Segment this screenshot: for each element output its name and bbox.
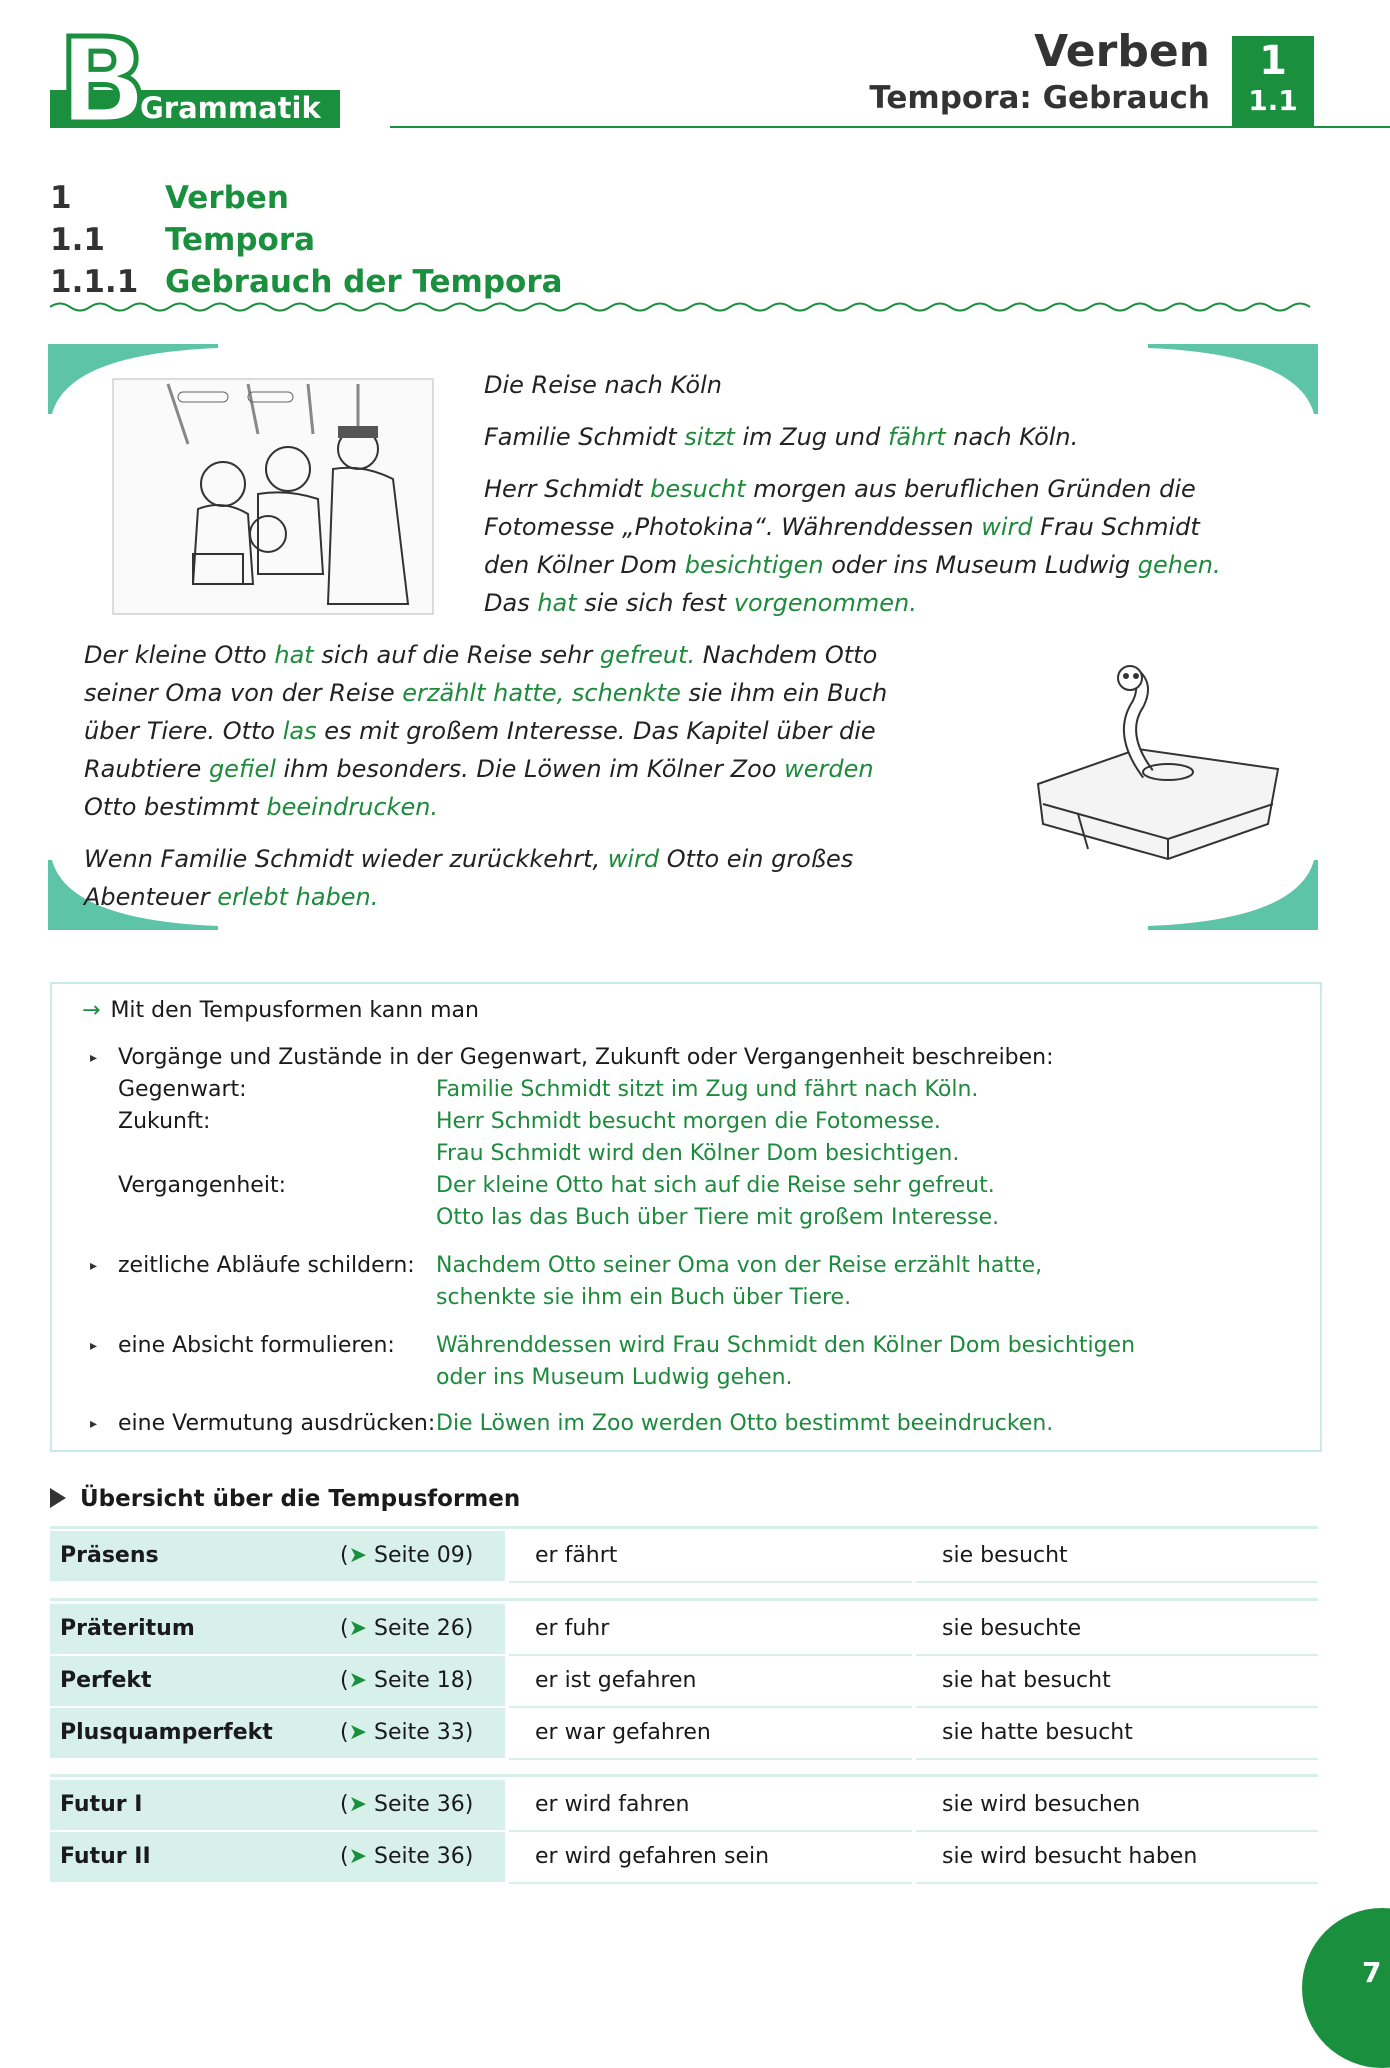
wavy-divider bbox=[50, 300, 1318, 314]
arrow-icon: ➤ bbox=[348, 1792, 368, 1817]
heading-1-1: 1.1 Tempora bbox=[50, 222, 316, 258]
page-title: Verben bbox=[1034, 26, 1210, 77]
train-family-illustration bbox=[108, 374, 438, 624]
chapter-number: 1 bbox=[1259, 38, 1287, 84]
table-row: Futur I (➤ Seite 36) er wird fahren sie wird besuchen bbox=[50, 1780, 1318, 1830]
corner-top-right bbox=[1138, 344, 1318, 424]
story-paragraph-3: Der kleine Otto hat sich auf die Reise sehr gefreut. Nachdem Otto seiner Oma von der Reise erzählt hatte, schenkte sie ihm ein Buch über Tiere. Otto las es mit großem Interesse. Das Kapitel über die Raubtiere gefiel ihm besonders. Die Löwen im Kölner Zoo werden Otto bestimmt beeindrucken. bbox=[84, 641, 888, 821]
arrow-icon: ➤ bbox=[348, 1616, 368, 1641]
table-row: Plusquamperfekt (➤ Seite 33) er war gefahren sie hatte besucht bbox=[50, 1708, 1318, 1758]
table-row: Perfekt (➤ Seite 18) er ist gefahren sie hat besucht bbox=[50, 1656, 1318, 1706]
logo-letter: B bbox=[58, 12, 148, 150]
explanation-intro: → Mit den Tempusformen kann man bbox=[82, 998, 479, 1023]
story-paragraph-1: Familie Schmidt sitzt im Zug und fährt nach Köln. bbox=[484, 423, 1079, 451]
page-subtitle: Tempora: Gebrauch bbox=[869, 80, 1210, 116]
bullet-icon: ▸ bbox=[90, 1416, 98, 1432]
arrow-icon: ➤ bbox=[348, 1543, 368, 1568]
story-title: Die Reise nach Köln bbox=[484, 371, 722, 399]
arrow-icon: ➤ bbox=[348, 1844, 368, 1869]
arrow-right-icon: → bbox=[82, 998, 101, 1023]
explanation-box: → Mit den Tempusformen kann man ▸ Vorgänge und Zustände in der Gegenwart, Zukunft oder Vergangenheit beschreiben: Gegenwart: Familie Schmidt sitzt im Zug und fährt nach Köln. Zukunft: Herr Schmidt besucht morgen die Fotomesse. Frau Schmidt wird den Kölner Dom besichtigen. Vergangenheit: Der kleine Otto hat sich auf die Reise sehr gefreut. Otto las das Buch über Tiere mit großem Interesse. ▸ zeitliche Abläufe schildern: Nachdem Otto seiner Oma von der Reise erzählt hatte, schenkte sie ihm ein Buch über Tiere. ▸ eine Absicht formulieren: Währenddessen wird Frau Schmidt den Kölner Dom besichtigen oder ins Museum Ludwig gehen. ▸ eine Vermutung ausdrücken: Die Löwen im Zoo werden Otto bestimmt beeindrucken. bbox=[50, 982, 1322, 1452]
table-row: Präsens (➤ Seite 09) er fährt sie besucht bbox=[50, 1531, 1318, 1581]
heading-1-1-1: 1.1.1 Gebrauch der Tempora bbox=[50, 264, 563, 300]
story-paragraph-2: Herr Schmidt besucht morgen aus beruflichen Gründen die Fotomesse „Photokina“. Währenddessen wird Frau Schmidt den Kölner Dom besichtigen oder ins Museum Ludwig gehen. Das hat sie sich fest vorgenommen. bbox=[484, 475, 1221, 617]
heading-1: 1 Verben bbox=[50, 180, 289, 216]
subchapter-number: 1.1 bbox=[1248, 84, 1298, 117]
header-rule bbox=[390, 126, 1390, 128]
bullet-icon: ▸ bbox=[90, 1050, 98, 1066]
table-rule bbox=[50, 1774, 1318, 1777]
page-number: 7 bbox=[1362, 1956, 1382, 1989]
table-rule bbox=[50, 1598, 1318, 1601]
table-row: Futur II (➤ Seite 36) er wird gefahren sein sie wird besucht haben bbox=[50, 1832, 1318, 1882]
story-paragraph-4: Wenn Familie Schmidt wieder zurückkehrt, wird Otto ein großes Abenteuer erlebt haben. bbox=[84, 845, 854, 911]
table-rule bbox=[50, 1526, 1318, 1529]
overview-title: Übersicht über die Tempusformen bbox=[50, 1486, 520, 1512]
bullet-icon: ▸ bbox=[90, 1338, 98, 1354]
bullet-icon: ▸ bbox=[90, 1258, 98, 1274]
chapter-badge bbox=[1232, 36, 1314, 128]
arrow-icon: ➤ bbox=[348, 1668, 368, 1693]
story-panel bbox=[48, 344, 1318, 930]
section-label: Grammatik bbox=[140, 91, 321, 125]
arrow-icon: ➤ bbox=[348, 1720, 368, 1745]
table-row: Präteritum (➤ Seite 26) er fuhr sie besuchte bbox=[50, 1604, 1318, 1654]
triangle-icon bbox=[50, 1488, 66, 1508]
bookworm-illustration bbox=[1018, 664, 1298, 864]
page-number-badge bbox=[1302, 1908, 1390, 2068]
